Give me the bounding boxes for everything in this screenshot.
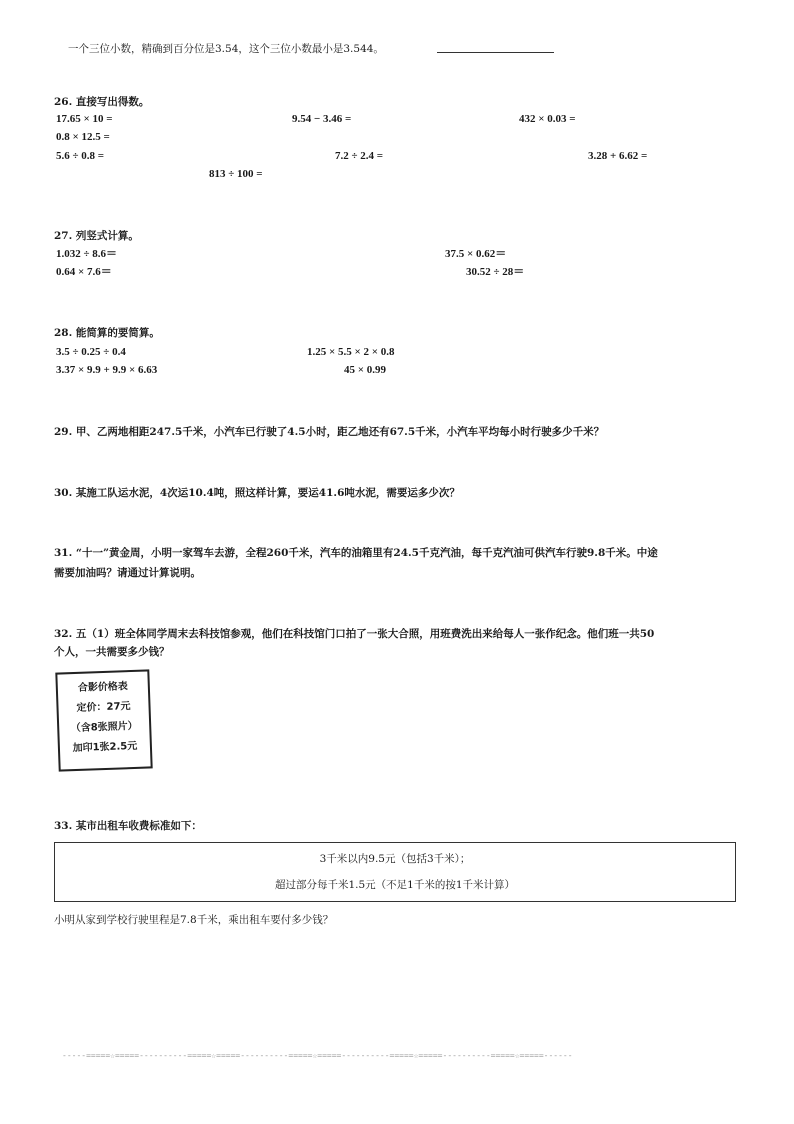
q26-title: 26. 直接写出得数。 [54, 96, 150, 108]
photo-price-card [55, 669, 152, 771]
q28-item: 45 × 0.99 [344, 364, 387, 376]
price-card-includes: （含8张照片） [70, 720, 138, 735]
q33-title: 33. 某市出租车收费标准如下： [54, 820, 202, 832]
q27-item: 37.5 × 0.62＝ [445, 248, 507, 260]
q33-question: 小明从家到学校行驶里程是7.8千米，乘出租车要付多少钱？ [54, 914, 334, 926]
q31-line1: 31. “十一”黄金周，小明一家驾车去游，全程260千米，汽车的油箱里有24.5千克汽油，每千克汽油可供汽车行驶9.8千米。中途 [54, 547, 658, 559]
taxi-fare-rule-2: 超过部分每千米1.5元（不足1千米的按1千米计算） [274, 879, 516, 891]
q26-item: 7.2 ÷ 2.4 = [335, 150, 384, 162]
price-card-title: 合影价格表 [77, 681, 129, 694]
q26-item: 813 ÷ 100 = [209, 168, 263, 180]
footer-divider: -----=====☆=====----------=====☆=====----------=====☆=====----------=====☆=====----------=====☆=====------ [62, 1051, 573, 1060]
q28-item: 1.25 × 5.5 × 2 × 0.8 [307, 346, 395, 358]
q26-item: 432 × 0.03 = [519, 113, 576, 125]
q29-text: 29. 甲、乙两地相距247.5千米，小汽车已行驶了4.5小时，距乙地还有67.5千米，小汽车平均每小时行驶多少千米？ [54, 426, 605, 438]
q28-item: 3.37 × 9.9 + 9.9 × 6.63 [56, 364, 158, 376]
price-card-extra: 加印1张2.5元 [72, 740, 138, 755]
q27-title: 27. 列竖式计算。 [54, 230, 139, 242]
q26-item: 17.65 × 10 = [56, 113, 113, 125]
q28-title: 28. 能简算的要简算。 [54, 327, 160, 339]
q31-line2: 需要加油吗？请通过计算说明。 [54, 567, 201, 579]
q27-item: 0.64 × 7.6＝ [56, 266, 112, 278]
q28-item: 3.5 ÷ 0.25 ÷ 0.4 [56, 346, 126, 358]
q27-item: 1.032 ÷ 8.6＝ [56, 248, 118, 260]
q26-item: 9.54 − 3.46 = [292, 113, 352, 125]
taxi-fare-box [54, 842, 736, 902]
taxi-fare-rule-1: 3千米以内9.5元（包括3千米）； [319, 853, 471, 865]
q27-item: 30.52 ÷ 28＝ [466, 266, 525, 278]
q26-item: 5.6 ÷ 0.8 = [56, 150, 105, 162]
answer-blank-line[interactable] [437, 52, 554, 53]
q32-line1: 32. 五（1）班全体同学周末去科技馆参观，他们在科技馆门口拍了一张大合照，用班费洗出来给每人一张作纪念。他们班一共50 [54, 628, 655, 640]
q25-text: 一个三位小数，精确到百分位是3.54，这个三位小数最小是3.544。 [68, 43, 384, 55]
q26-item: 3.28 + 6.62 = [588, 150, 648, 162]
price-card-base: 定价：27元 [76, 701, 131, 714]
q30-text: 30. 某施工队运水泥，4次运10.4吨，照这样计算，要运41.6吨水泥，需要运多少次？ [54, 487, 460, 499]
q26-item: 0.8 × 12.5 = [56, 131, 110, 143]
q32-line2: 个人，一共需要多少钱？ [54, 646, 170, 658]
